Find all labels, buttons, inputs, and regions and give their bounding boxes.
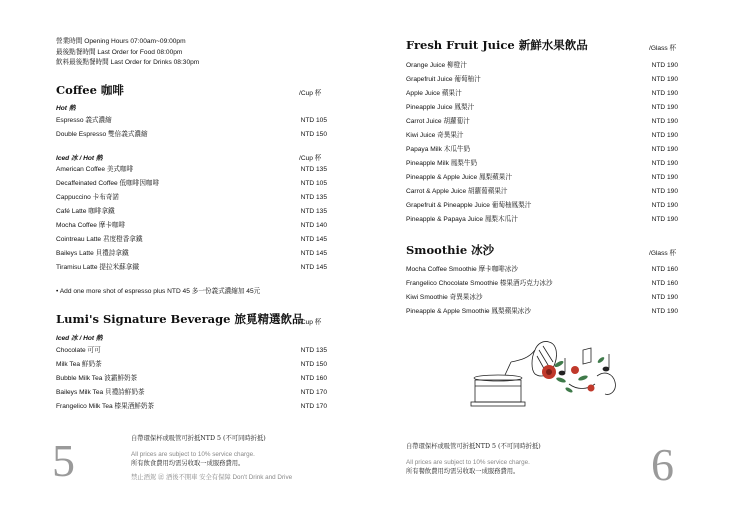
menu-item: Tiramisu Latte 提拉米蘇拿鐵 NTD 145 bbox=[56, 264, 327, 271]
menu-item: Frangelico Chocolate Smoothie 榛果酒巧克力冰沙 NTD 160 bbox=[406, 280, 678, 287]
signature-unit: /Cup 杯 bbox=[299, 319, 322, 326]
menu-item: Carrot & Apple Juice 胡蘿蔔蘋果汁 NTD 190 bbox=[406, 188, 678, 195]
menu-item: Café Latte 咖啡拿鐵 NTD 135 bbox=[56, 208, 327, 215]
menu-item: Kiwi Smoothie 奇異果冰沙 NTD 190 bbox=[406, 294, 678, 301]
page-number-left: 5 bbox=[52, 435, 75, 486]
signature-label: Iced 冰 / Hot 熱 bbox=[56, 335, 103, 342]
coffee-iced-label: Iced 冰 / Hot 熱 bbox=[56, 155, 103, 162]
menu-item: Kiwi Juice 奇異果汁 NTD 190 bbox=[406, 132, 678, 139]
signature-title: Lumi's Signature Beverage 旅覓精選飲品 bbox=[56, 312, 304, 326]
smoothie-unit: /Glass 杯 bbox=[649, 250, 677, 257]
smoothie-title: Smoothie 冰沙 bbox=[406, 243, 495, 257]
opening-hours: 營業時間 Opening Hours 07:00am~09:00pm 最後點餐時間 Last Order for Food 08:00pm 飲料最後點餐時間 Last Order for Drinks 08:30pm bbox=[56, 38, 200, 66]
menu-item: Cointreau Latte 君度橙香拿鐵 NTD 145 bbox=[56, 236, 327, 243]
menu-item: Grapefruit Juice 葡萄柚汁 NTD 190 bbox=[406, 76, 678, 83]
coffee-unit: /Cup 杯 bbox=[299, 90, 322, 97]
page-number-right: 6 bbox=[651, 439, 674, 490]
menu-item: Mocha Coffee Smoothie 摩卡咖啡冰沙 NTD 160 bbox=[406, 266, 678, 273]
menu-item: Baileys Milk Tea 貝禮詩鮮奶茶 NTD 170 bbox=[56, 389, 327, 396]
juice-title: Fresh Fruit Juice 新鮮水果飲品 bbox=[406, 38, 588, 52]
menu-item: Cappuccino 卡布奇諾 NTD 135 bbox=[56, 194, 327, 201]
menu-item: Double Espresso 雙倍義式濃縮 NTD 150 bbox=[56, 131, 327, 138]
menu-item: Orange Juice 柳橙汁 NTD 190 bbox=[406, 62, 678, 69]
menu-item: Milk Tea 鮮奶茶 NTD 150 bbox=[56, 361, 327, 368]
menu-item: Pineapple & Papaya Juice 鳳梨木瓜汁 NTD 190 bbox=[406, 216, 678, 223]
menu-item: Carrot Juice 胡蘿蔔汁 NTD 190 bbox=[406, 118, 678, 125]
menu-item: Mocha Coffee 摩卡咖啡 NTD 140 bbox=[56, 222, 327, 229]
menu-item: Decaffeinated Coffee 低咖啡因咖啡 NTD 105 bbox=[56, 180, 327, 187]
menu-item: Apple Juice 蘋果汁 NTD 190 bbox=[406, 90, 678, 97]
menu-item: Frangelico Milk Tea 榛果酒鮮奶茶 NTD 170 bbox=[56, 403, 327, 410]
menu-item: Baileys Latte 貝禮詩拿鐵 NTD 145 bbox=[56, 250, 327, 257]
menu-item: Pineapple Juice 鳳梨汁 NTD 190 bbox=[406, 104, 678, 111]
coffee-iced-unit: /Cup 杯 bbox=[299, 155, 322, 162]
gramophone-illustration bbox=[465, 340, 635, 418]
menu-item: Chocolate 可可 NTD 135 bbox=[56, 347, 327, 354]
menu-item: Papaya Milk 木瓜牛奶 NTD 190 bbox=[406, 146, 678, 153]
menu-item: Pineapple Milk 鳳梨牛奶 NTD 190 bbox=[406, 160, 678, 167]
right-page bbox=[365, 0, 730, 514]
menu-item: American Coffee 美式咖啡 NTD 135 bbox=[56, 166, 327, 173]
gramophone-base bbox=[475, 380, 521, 402]
footer-left: 自帶環保杯或吸管可折抵NTD 5 (不可同時折抵) All prices are subject to 10% service charge. 所有飲食費用均需另收取一成服務費用。 禁止酒駕 ㊣ 酒後不開車 安全有保障 Don't Drink and Drive bbox=[131, 435, 293, 481]
coffee-title: Coffee 咖啡 bbox=[56, 83, 124, 97]
menu-item: Espresso 義式濃縮 NTD 105 bbox=[56, 117, 327, 124]
footer-right: 自帶環保杯或吸管可折抵NTD 5 (不可同時折抵) All prices are subject to 10% service charge. 所有餐飲費用均需另收取一成服務費用。 bbox=[406, 443, 541, 475]
coffee-hot-label: Hot 熱 bbox=[56, 105, 76, 112]
menu-item: Pineapple & Apple Juice 鳳梨蘋果汁 NTD 190 bbox=[406, 174, 678, 181]
menu-item: Pineapple & Apple Smoothie 鳳梨蘋果冰沙 NTD 190 bbox=[406, 308, 678, 315]
juice-unit: /Glass 杯 bbox=[649, 45, 677, 52]
menu-item: Bubble Milk Tea 波霸鮮奶茶 NTD 160 bbox=[56, 375, 327, 382]
menu-item: Grapefruit & Pineapple Juice 葡萄柚鳳梨汁 NTD 190 bbox=[406, 202, 678, 209]
espresso-shot-note: • Add one more shot of espresso plus NTD 45 多一份義式濃縮加 45元 bbox=[56, 288, 261, 295]
